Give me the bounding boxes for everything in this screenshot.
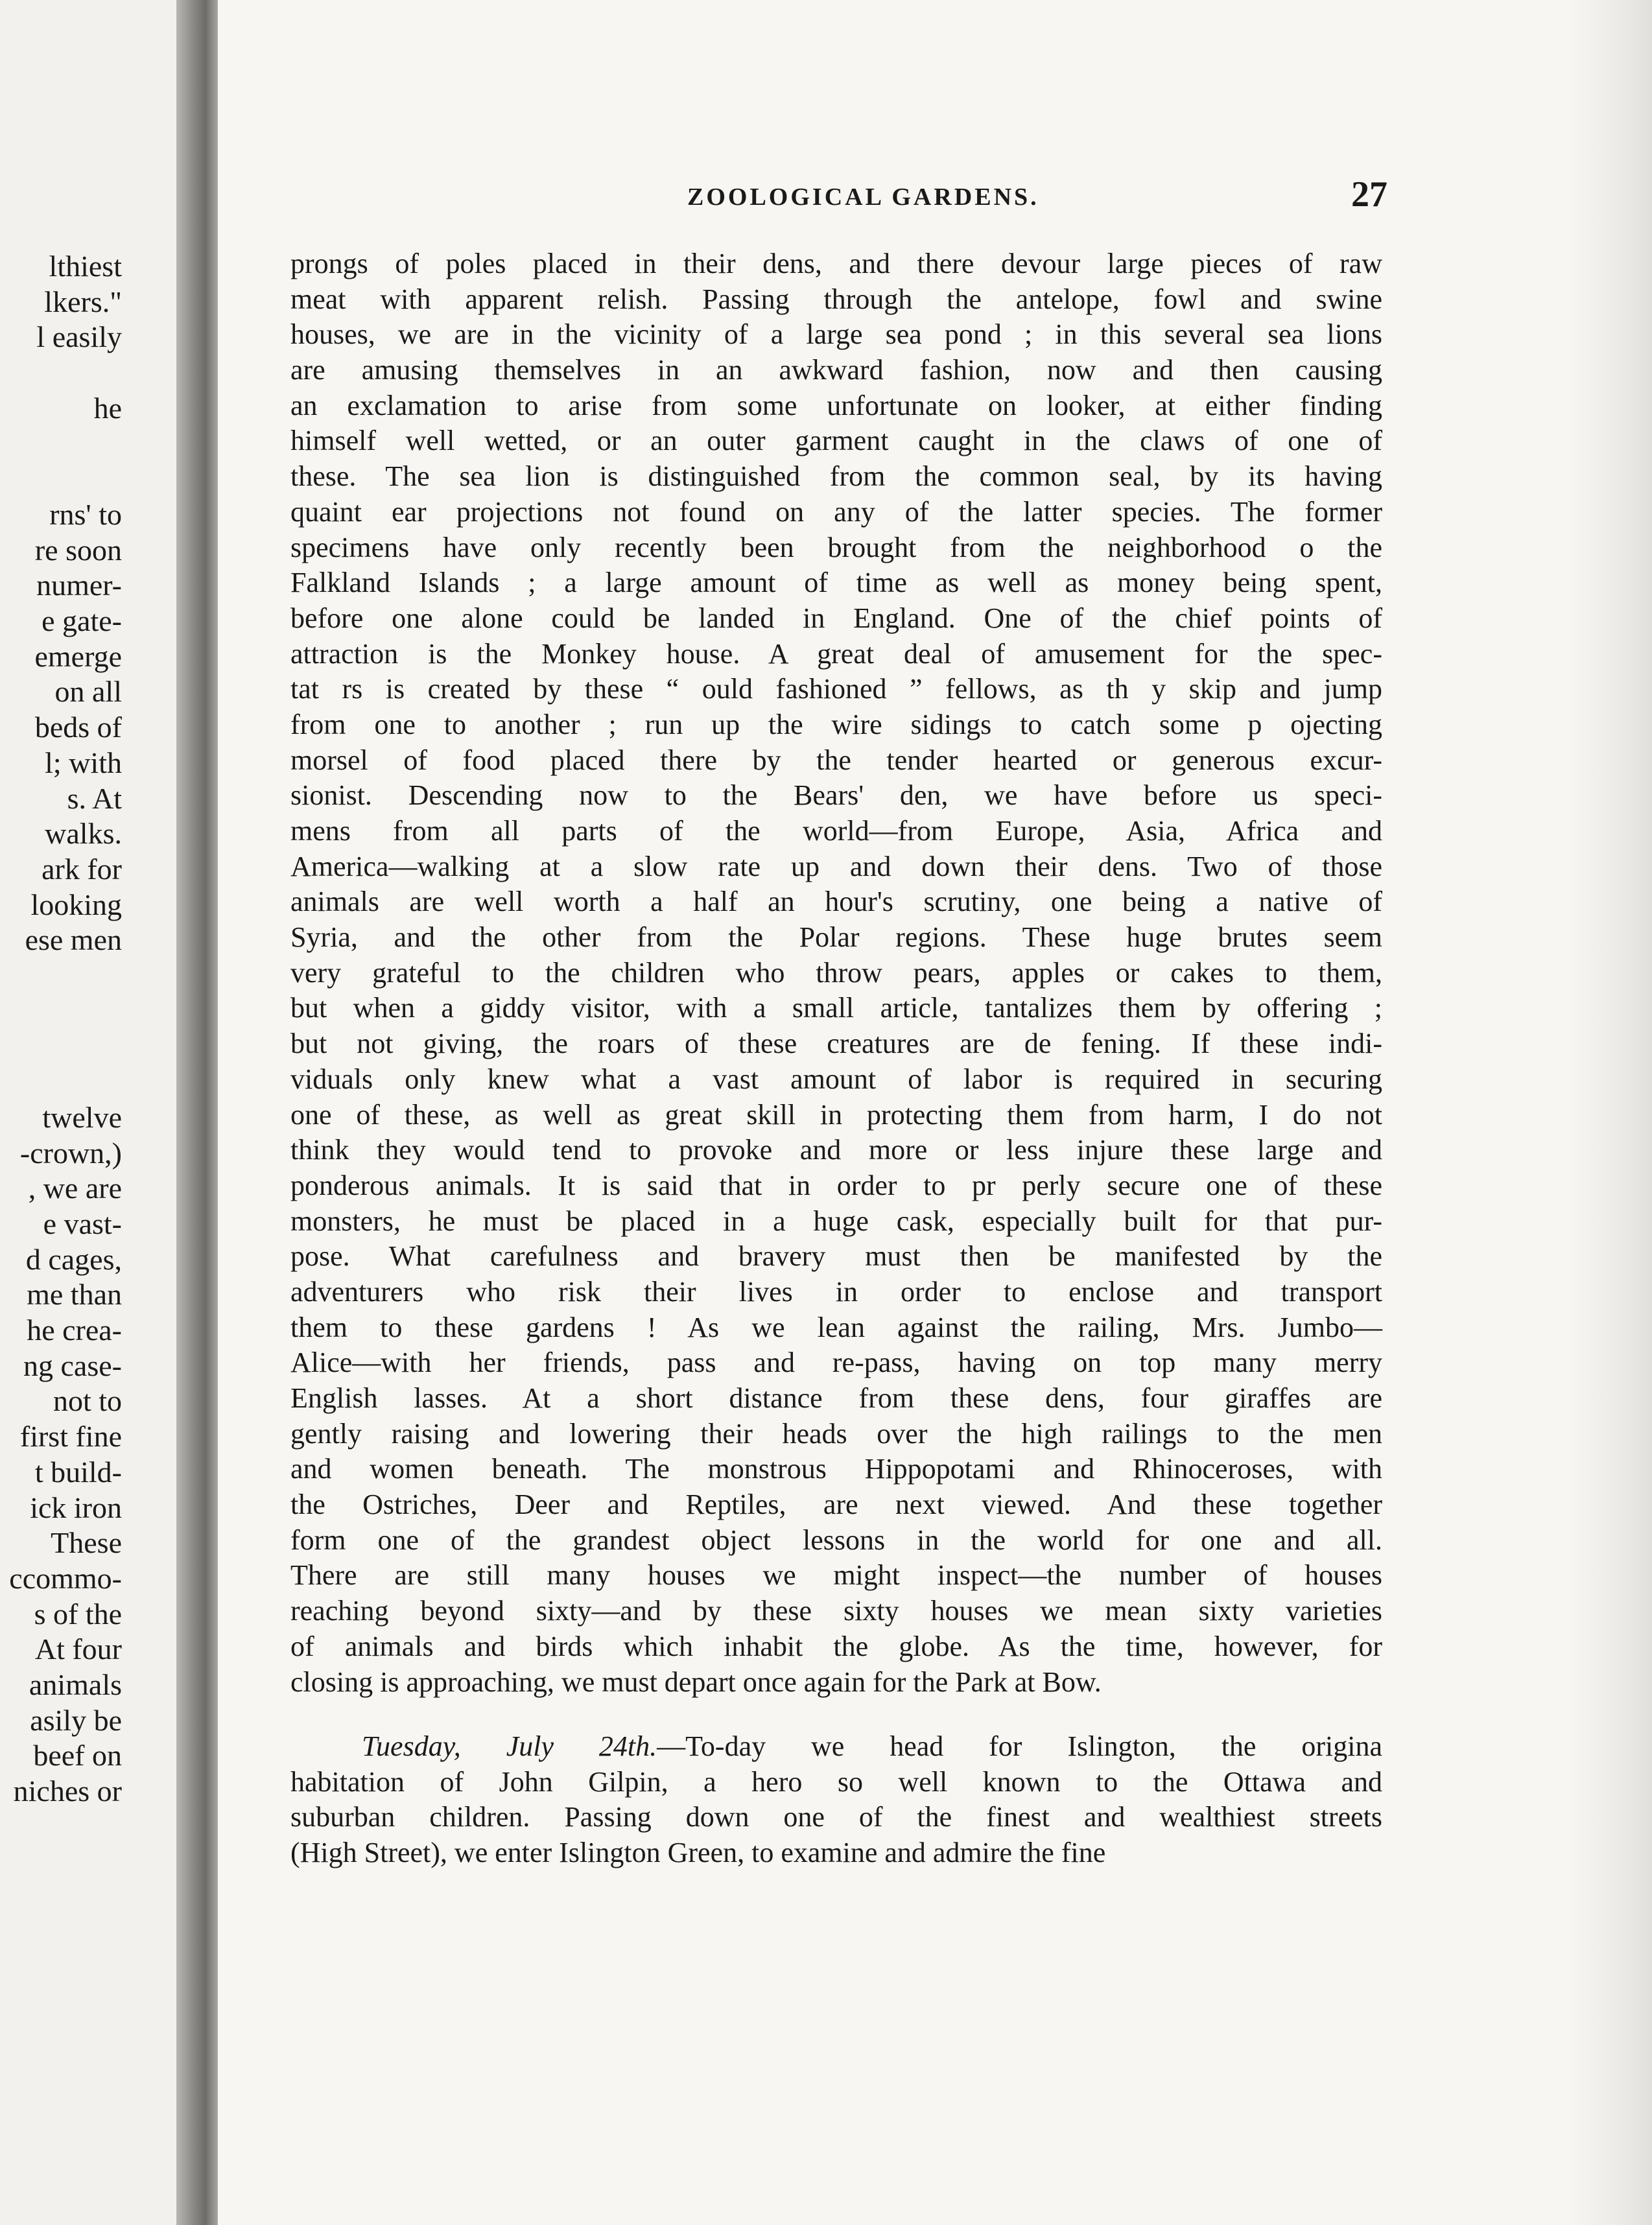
paragraph-2-line: suburban children. Passing down one of the finest and wealthiest streets: [290, 1801, 1382, 1833]
body-line: specimens have only recently been brought from the neighborhood o the: [290, 531, 1382, 563]
book-gutter: [176, 0, 218, 2225]
left-page-fragment: on all: [54, 675, 122, 709]
left-page-fragment: numer-: [36, 569, 122, 602]
body-line: English lasses. At a short distance from these dens, four giraffes are: [290, 1382, 1382, 1414]
dateline: Tuesday, July 24th.: [362, 1730, 657, 1762]
left-page-fragment: beef on: [33, 1739, 122, 1772]
body-line: closing is approaching, we must depart once again for the Park at Bow.: [290, 1666, 1102, 1698]
body-line: Syria, and the other from the Polar regions. These huge brutes seem: [290, 921, 1382, 954]
body-line: these. The sea lion is distinguished from the common seal, by its having: [290, 460, 1382, 493]
left-page-fragment: lthiest: [49, 250, 122, 283]
body-line: houses, we are in the vicinity of a large sea pond ; in this several sea lions: [290, 318, 1382, 351]
left-page-fragment: e gate-: [41, 604, 122, 637]
left-page-fragment: twelve: [42, 1100, 122, 1134]
left-page-fragment: ick iron: [30, 1490, 122, 1524]
left-page-fragment: not to: [53, 1384, 122, 1418]
body-line: but when a giddy visitor, with a small article, tantalizes them by offering ;: [290, 992, 1382, 1024]
body-line: tat rs is created by these “ ould fashioned ” fellows, as th y skip and jump: [290, 673, 1382, 705]
left-page-fragment: At four: [34, 1632, 122, 1666]
body-line: form one of the grandest object lessons in the world for one and all.: [290, 1524, 1382, 1556]
left-page-fragment: s of the: [34, 1597, 122, 1630]
left-page-fragment: s. At: [67, 781, 122, 815]
body-line: one of these, as well as great skill in protecting them from harm, I do not: [290, 1098, 1382, 1131]
left-page-fragment: l; with: [45, 746, 122, 779]
body-line: gently raising and lowering their heads over the high railings to the men: [290, 1417, 1382, 1450]
body-line: quaint ear projections not found on any of the latter species. The former: [290, 495, 1382, 528]
body-line: There are still many houses we might inspect—the number of houses: [290, 1559, 1382, 1592]
body-line: attraction is the Monkey house. A great deal of amusement for the spec-: [290, 637, 1382, 670]
left-page-fragment: first fine: [19, 1420, 122, 1454]
left-page-fragment: walks.: [45, 817, 122, 851]
left-page-fragment: looking: [30, 888, 122, 921]
running-head: ZOOLOGICAL GARDENS.: [687, 183, 1039, 211]
left-page-fragment: re soon: [34, 533, 122, 567]
body-line: very grateful to the children who throw pears, apples or cakes to them,: [290, 956, 1382, 989]
body-line: but not giving, the roars of these creatures are de fening. If these indi-: [290, 1028, 1382, 1060]
left-page-fragment: -crown,): [19, 1136, 122, 1170]
body-line: ponderous animals. It is said that in order to pr perly secure one of these: [290, 1169, 1382, 1201]
left-page-fragment: e vast-: [43, 1207, 122, 1240]
left-page-fragment: l easily: [36, 320, 122, 354]
paragraph-2-line: [290, 1729, 1382, 1765]
left-facing-page: [0, 0, 176, 2225]
left-page-fragment: emerge: [34, 639, 122, 673]
body-line: prongs of poles placed in their dens, and there devour large pieces of raw: [290, 248, 1382, 279]
body-line: the Ostriches, Deer and Reptiles, are next viewed. And these together: [290, 1489, 1382, 1521]
body-line: and women beneath. The monstrous Hippopotami and Rhinoceroses, with: [290, 1453, 1382, 1485]
body-line: viduals only knew what a vast amount of labor is required in securing: [290, 1063, 1382, 1095]
left-page-fragment: animals: [29, 1668, 122, 1701]
body-line: monsters, he must be placed in a huge cask, especially built for that pur-: [290, 1205, 1382, 1237]
body-line: meat with apparent relish. Passing through the antelope, fowl and swine: [290, 283, 1382, 315]
body-line: sionist. Descending now to the Bears' den, we have before us speci-: [290, 779, 1382, 812]
body-line: mens from all parts of the world—from Europe, Asia, Africa and: [290, 815, 1382, 847]
paragraph-2-line: habitation of John Gilpin, a hero so well known to the Ottawa and: [290, 1765, 1382, 1798]
body-line: from one to another ; run up the wire sidings to catch some p ojecting: [290, 708, 1382, 740]
page-number: 27: [1351, 174, 1387, 215]
body-line: Alice—with her friends, pass and re-pass, having on top many merry: [290, 1347, 1382, 1379]
left-page-fragment: t build-: [34, 1455, 122, 1489]
page-edge-shadow: [1568, 0, 1652, 2225]
body-line: adventurers who risk their lives in order to enclose and transport: [290, 1275, 1382, 1308]
paragraph-2-line-text: —To-day we head for Islington, the origina: [657, 1730, 1382, 1762]
left-page-fragment: he crea-: [27, 1313, 122, 1347]
body-line: them to these gardens ! As we lean against the railing, Mrs. Jumbo—: [290, 1311, 1382, 1343]
left-page-fragment: rns' to: [49, 497, 122, 531]
left-page-fragment: asily be: [30, 1703, 122, 1737]
body-line: Falkland Islands ; a large amount of time as well as money being spent,: [290, 567, 1382, 599]
left-page-fragment: , we are: [28, 1171, 122, 1205]
left-page-fragment: These: [51, 1526, 122, 1560]
left-page-fragment: ccommo-: [9, 1561, 122, 1595]
body-line: are amusing themselves in an awkward fashion, now and then causing: [290, 354, 1382, 386]
body-line: animals are well worth a half an hour's scrutiny, one being a native of: [290, 886, 1382, 918]
left-page-fragment: d cages,: [25, 1242, 122, 1276]
left-page-fragment: beds of: [34, 711, 122, 744]
paragraph-2: [290, 1729, 1382, 1871]
body-line: think they would tend to provoke and more or less injure these large and: [290, 1134, 1382, 1166]
left-page-fragment: lkers.": [44, 285, 122, 318]
left-page-fragment: niches or: [13, 1774, 122, 1808]
left-page-fragment: me than: [27, 1278, 122, 1312]
body-line: an exclamation to arise from some unfortunate on looker, at either finding: [290, 389, 1382, 421]
left-page-fragment: ng case-: [23, 1348, 122, 1382]
paragraph-1: [290, 246, 1382, 1700]
paragraph-2-line: (High Street), we enter Islington Green, to examine and admire the fine: [290, 1837, 1106, 1869]
body-line: of animals and birds which inhabit the globe. As the time, however, for: [290, 1630, 1382, 1662]
body-line: before one alone could be landed in England. One of the chief points of: [290, 602, 1382, 634]
left-page-fragment: ese men: [25, 923, 122, 957]
body-line: America—walking at a slow rate up and down their dens. Two of those: [290, 850, 1382, 882]
body-line: himself well wetted, or an outer garment caught in the claws of one of: [290, 425, 1382, 457]
left-page-fragment: ark for: [41, 852, 122, 886]
body-line: reaching beyond sixty—and by these sixty houses we mean sixty varieties: [290, 1595, 1382, 1627]
body-line: pose. What carefulness and bravery must then be manifested by the: [290, 1240, 1382, 1273]
left-page-fragment: he: [93, 391, 122, 425]
body-line: morsel of food placed there by the tender hearted or generous excur-: [290, 744, 1382, 776]
